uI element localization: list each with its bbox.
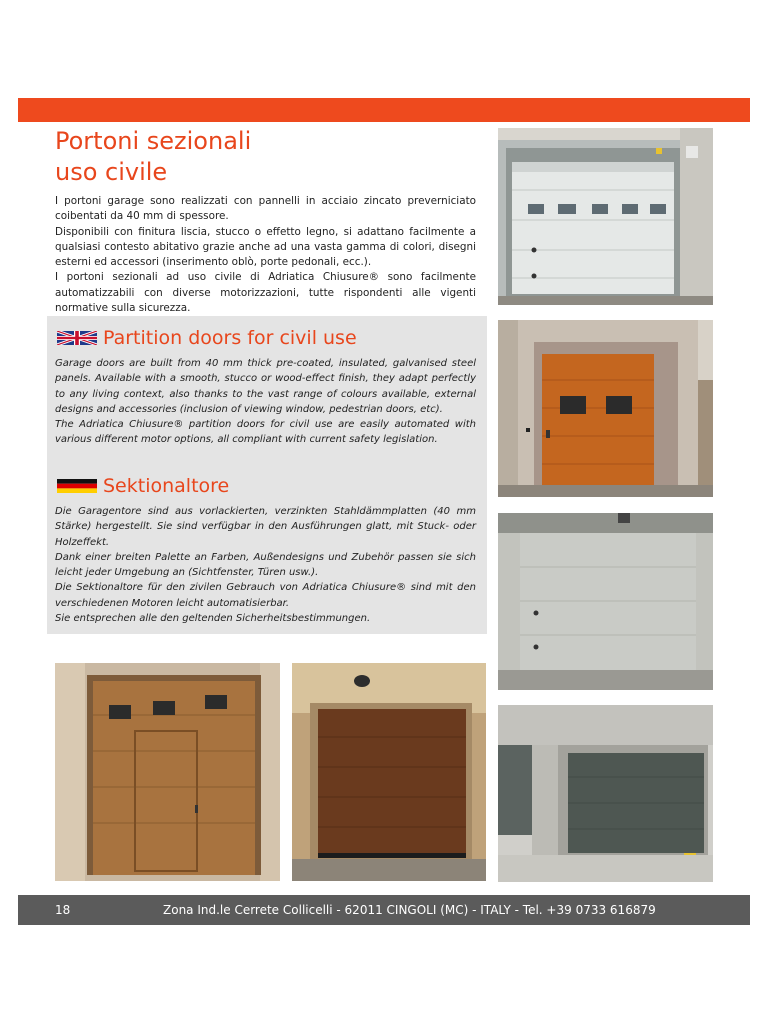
italian-description [55, 194, 476, 316]
english-paragraph: The Adriatica Chiusure® partition doors for civil use are easily automated with various different motor options, all compliant with current safety legislation. [55, 419, 476, 446]
german-heading-row [57, 475, 229, 497]
english-description [55, 356, 476, 448]
english-heading-row [57, 327, 357, 349]
german-paragraph: Die Garagentore sind aus vorlackierten, verzinkten Stahldämmplatten (40 mm Stärke) hergestellt. Sie sind verfügbar in den Ausführungen glatt, mit Stuck- oder Holzeffekt. [55, 506, 476, 548]
photo-wood-door-with-pedestrian-door [55, 663, 280, 881]
photo-dark-wood-garage-door [292, 663, 486, 881]
page-number: 18 [55, 903, 71, 917]
header-accent-bar [18, 98, 750, 122]
italian-paragraph: I portoni sezionali ad uso civile di Adriatica Chiusure® sono facilmente automatizzabili con diverse motorizzazioni, tutte rispondenti alle vigenti normative sulla sicurezza. [55, 271, 476, 315]
german-paragraph: Sie entsprechen alle den geltenden Sicherheitsbestimmungen. [55, 613, 371, 625]
english-paragraph: Garage doors are built from 40 mm thick pre-coated, insulated, galvanised steel panels. Available with a smooth, stucco or wood-effect finish, they adapt perfectly to any living context, also thanks to the vast range of colours available, external designs and accessories (inclusion of viewing window, pedestrian doors, etc). [55, 358, 476, 415]
italian-paragraph: I portoni garage sono realizzati con pannelli in acciaio zincato preverniciato coibentati da 40 mm di spessore. [55, 195, 476, 223]
germany-flag-icon [57, 479, 97, 493]
page-title-line-2: uso civile [55, 158, 168, 186]
photo-dark-garage-doors [498, 705, 713, 882]
german-description [55, 504, 476, 626]
english-heading: Partition doors for civil use [103, 327, 357, 349]
photo-wood-garage-door [498, 320, 713, 497]
german-paragraph: Dank einer breiten Palette an Farben, Außendesigns und Zubehör passen sie sich leicht jeder Umgebung an (Sichtfenster, Türen usw.). [55, 551, 476, 579]
page-title [55, 126, 475, 188]
page-title-line-1: Portoni sezionali [55, 127, 252, 155]
italian-paragraph: Disponibili con finitura liscia, stucco o effetto legno, si adattano facilmente a qualsiasi contesto abitativo grazie anche ad una vasta gamma di colori, disegni esterni ed accessori (inserimento oblò, porte pedonali, ecc.). [55, 225, 476, 269]
uk-flag-icon [57, 331, 97, 345]
german-heading: Sektionaltore [103, 475, 230, 497]
page-footer [18, 895, 750, 925]
company-address: Zona Ind.le Cerrete Collicelli - 62011 CINGOLI (MC) - ITALY - Tel. +39 0733 616879 [163, 903, 656, 917]
photo-gray-garage-door [498, 513, 713, 690]
german-paragraph: Die Sektionaltore für den zivilen Gebrauch von Adriatica Chiusure® sind mit den verschiedenen Motoren leicht automatisierbar. [55, 582, 476, 609]
photo-white-garage-door [498, 128, 713, 305]
